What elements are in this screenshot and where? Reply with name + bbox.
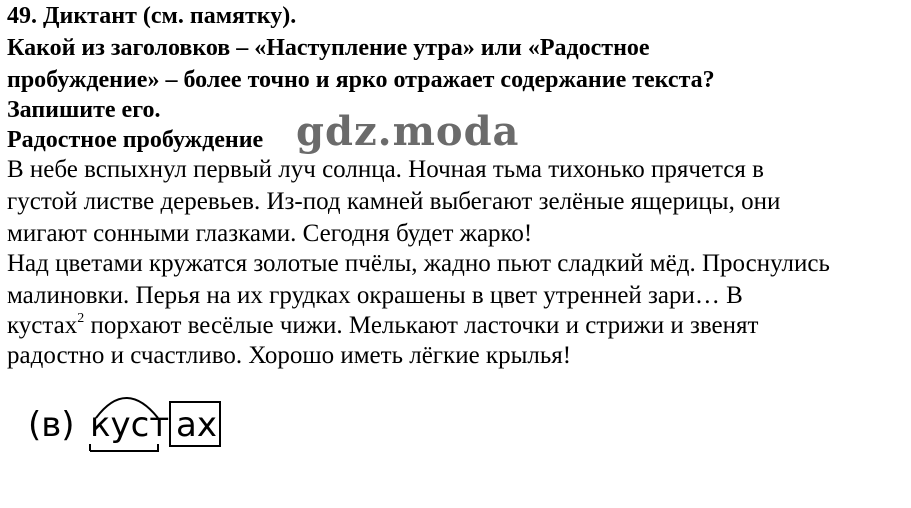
exercise-heading: 49. Диктант (см. памятку). <box>7 3 297 29</box>
watermark: gdz.moda <box>296 108 520 155</box>
dictation-line-with-footnote <box>7 312 758 340</box>
footnoted-word: кустах <box>7 312 78 339</box>
exercise-question-line-1: Какой из заголовков – «Наступление утра» или «Радостное <box>7 35 650 61</box>
morpheme-preposition: (в) <box>28 405 75 445</box>
dictation-line: В небе вспыхнул первый луч солнца. Ночная тьма тихонько прячется в <box>7 156 764 183</box>
exercise-question-line-3: Запишите его. <box>7 97 161 123</box>
dictation-line: Над цветами кружатся золотые пчёлы, жадно пьют сладкий мёд. Проснулись <box>7 250 830 277</box>
dictation-line: малиновки. Перья на их грудках окрашены в цвет утренней зари… В <box>7 282 743 309</box>
dictation-line-rest: порхают весёлые чижи. Мелькают ласточки и стрижи и звенят <box>84 312 759 339</box>
morpheme-ending: ах <box>176 405 217 445</box>
stem-bracket-mark <box>90 444 158 451</box>
dictation-title: Радостное пробуждение <box>7 127 264 153</box>
dictation-line: мигают сонными глазками. Сегодня будет жарко! <box>7 220 533 247</box>
dictation-line: густой листве деревьев. Из-под камней выбегают зелёные ящерицы, они <box>7 188 781 215</box>
footnote-marker: 2 <box>77 311 85 326</box>
morpheme-stem: куст <box>90 405 170 445</box>
exercise-question-line-2: пробуждение» – более точно и ярко отражает содержание текста? <box>7 67 715 93</box>
dictation-line: радостно и счастливо. Хорошо иметь лёгкие крылья! <box>7 342 572 369</box>
morpheme-analysis <box>24 384 244 464</box>
